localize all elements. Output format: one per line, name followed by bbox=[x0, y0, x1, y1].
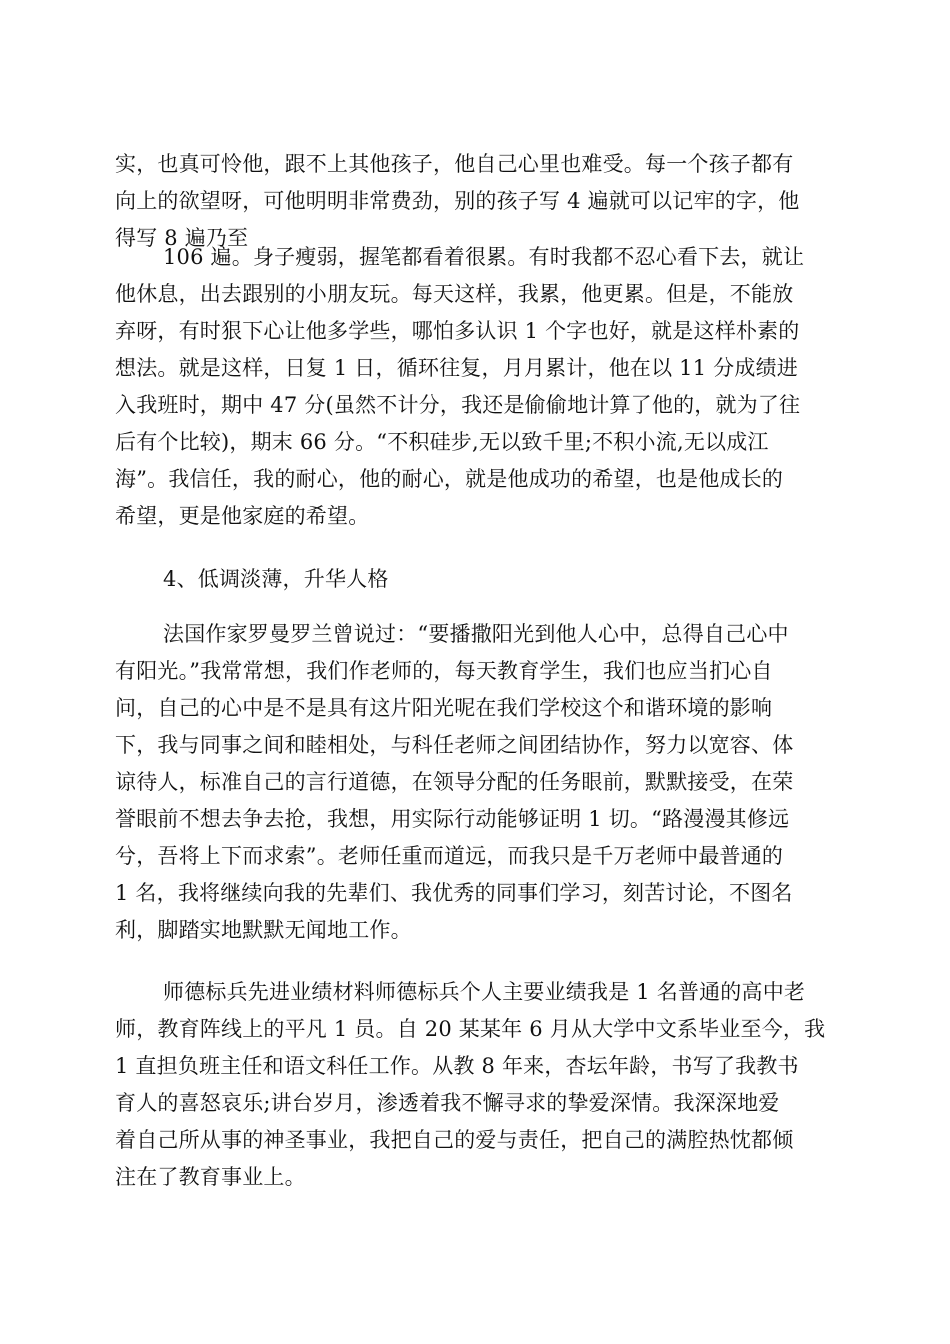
heading-text: 4、低调淡薄，升华人格 bbox=[163, 567, 389, 591]
section-heading bbox=[115, 561, 835, 598]
text-line: 入我班时，期中 47 分(虽然不计分，我还是偷偷地计算了他的，就为了往 bbox=[115, 393, 801, 417]
text-line: 问，自己的心中是不是具有这片阳光呢在我们学校这个和谐环境的影响 bbox=[115, 696, 773, 720]
text-line: 下，我与同事之间和睦相处，与科任老师之间团结协作，努力以宽容、体 bbox=[115, 733, 794, 757]
paragraph-2 bbox=[115, 239, 835, 535]
text-line: 106 遍。身子瘦弱，握笔都看着很累。有时我都不忍心看下去，就让 bbox=[163, 245, 805, 269]
text-line: 利，脚踏实地默默无闻地工作。 bbox=[115, 918, 412, 942]
text-line: 想法。就是这样，日复 1 日，循环往复，月月累计，他在以 11 分成绩进 bbox=[115, 356, 798, 380]
text-line: 他休息，出去跟别的小朋友玩。每天这样，我累，他更累。但是，不能放 bbox=[115, 282, 794, 306]
text-line: 着自己所从事的神圣事业，我把自己的爱与责任，把自己的满腔热忱都倾 bbox=[115, 1128, 794, 1152]
text-line: 育人的喜怒哀乐;讲台岁月，渗透着我不懈寻求的挚爱深情。我深深地爱 bbox=[115, 1091, 780, 1115]
text-line: 兮，吾将上下而求索”。老师任重而道远，而我只是千万老师中最普通的 bbox=[115, 844, 784, 868]
text-line: 得写 8 遍乃至 bbox=[115, 226, 249, 250]
text-line: 实，也真可怜他，跟不上其他孩子，他自己心里也难受。每一个孩子都有 bbox=[115, 152, 794, 176]
paragraph-4 bbox=[115, 974, 835, 1196]
text-line: 后有个比较)，期末 66 分。“不积硅步,无以致千里;不积小流,无以成江 bbox=[115, 430, 769, 454]
text-line: 师，教育阵线上的平凡 1 员。自 20 某某年 6 月从大学中文系毕业至今，我 bbox=[115, 1017, 826, 1041]
paragraph-3 bbox=[115, 616, 835, 949]
text-line: 弃呀，有时狠下心让他多学些，哪怕多认识 1 个字也好，就是这样朴素的 bbox=[115, 319, 800, 343]
text-line: 注在了教育事业上。 bbox=[115, 1165, 306, 1189]
text-line: 1 名，我将继续向我的先辈们、我优秀的同事们学习，刻苦讨论，不图名 bbox=[115, 881, 793, 905]
text-line: 誉眼前不想去争去抢，我想，用实际行动能够证明 1 切。“路漫漫其修远 bbox=[115, 807, 790, 831]
text-line: 谅待人，标准自己的言行道德，在领导分配的任务眼前，默默接受，在荣 bbox=[115, 770, 794, 794]
text-line: 有阳光。”我常常想，我们作老师的，每天教育学生，我们也应当扪心自 bbox=[115, 659, 773, 683]
text-line: 法国作家罗曼罗兰曾说过：“要播撒阳光到他人心中，总得自己心中 bbox=[163, 622, 789, 646]
text-line: 海”。我信任，我的耐心，他的耐心，就是他成功的希望，也是他成长的 bbox=[115, 467, 784, 491]
text-line: 1 直担负班主任和语文科任工作。从教 8 年来，杏坛年龄，书写了我教书 bbox=[115, 1054, 799, 1078]
text-line: 师德标兵先进业绩材料师德标兵个人主要业绩我是 1 名普通的高中老 bbox=[163, 980, 806, 1004]
text-line: 向上的欲望呀，可他明明非常费劲，别的孩子写 4 遍就可以记牢的字，他 bbox=[115, 189, 800, 213]
text-line: 希望，更是他家庭的希望。 bbox=[115, 504, 370, 528]
